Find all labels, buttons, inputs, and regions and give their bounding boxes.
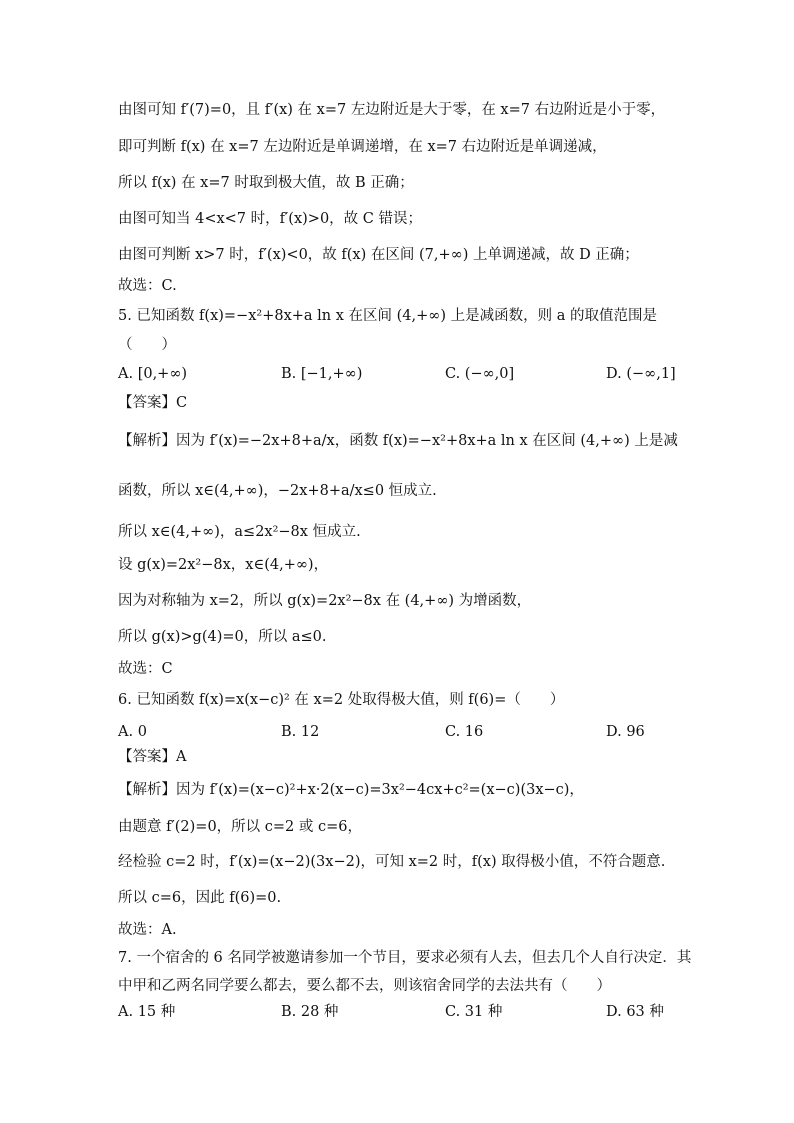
text-line: 故选：A.	[118, 922, 177, 938]
text-line: 由图可知当 4<x<7 时，f′(x)>0，故 C 错误；	[118, 211, 422, 227]
question-6-options	[118, 722, 698, 742]
answer-label: 【答案】C	[118, 395, 188, 411]
question-7-stem: 7. 一个宿舍的 6 名同学被邀请参加一个节目，要求必须有人去，但去几个人自行决定．其	[118, 950, 692, 966]
analysis-line: 所以 g(x)>g(4)=0，所以 a≤0.	[118, 629, 327, 645]
option-d: D. (−∞,1]	[606, 366, 676, 382]
option-a: A. [0,+∞)	[118, 366, 188, 382]
text-line: 故选：C	[118, 661, 173, 677]
question-5-options	[118, 364, 698, 384]
analysis-line: 【解析】因为 f′(x)=(x−c)²+x·2(x−c)=3x²−4cx+c²=(x−c)(3x−c)，	[118, 782, 584, 798]
option-b: B. [−1,+∞)	[281, 366, 363, 382]
option-a: A. 0	[118, 724, 147, 740]
question-5-stem: 5. 已知函数 f(x)=−x²+8x+a ln x 在区间 (4,+∞) 上是减函数，则 a 的取值范围是	[118, 308, 657, 324]
analysis-line: 经检验 c=2 时，f′(x)=(x−2)(3x−2)，可知 x=2 时，f(x) 取得极小值，不符合题意.	[118, 854, 666, 870]
answer-blank: （ ）	[118, 337, 176, 353]
question-6-stem: 6. 已知函数 f(x)=x(x−c)² 在 x=2 处取得极大值，则 f(6)=（ ）	[118, 692, 565, 708]
text-line: 由图可判断 x>7 时，f′(x)<0，故 f(x) 在区间 (7,+∞) 上单调递减，故 D 正确；	[118, 247, 639, 263]
analysis-line: 所以 x∈(4,+∞)，a≤2x²−8x 恒成立.	[118, 524, 361, 540]
analysis-line: 所以 c=6，因此 f(6)=0.	[118, 890, 282, 906]
option-c: C. 31 种	[445, 1004, 503, 1020]
question-7-options	[118, 1002, 698, 1022]
analysis-line: 因为对称轴为 x=2，所以 g(x)=2x²−8x 在 (4,+∞) 为增函数，	[118, 593, 532, 609]
option-d: D. 96	[606, 724, 645, 740]
option-c: C. 16	[445, 724, 484, 740]
option-a: A. 15 种	[118, 1004, 176, 1020]
text-line: 即可判断 f(x) 在 x=7 左边附近是单调递增，在 x=7 右边附近是单调递减，	[118, 139, 607, 155]
option-b: B. 28 种	[281, 1004, 339, 1020]
analysis-line: 函数，所以 x∈(4,+∞)，−2x+8+a/x≤0 恒成立.	[118, 483, 437, 499]
option-c: C. (−∞,0]	[445, 366, 515, 382]
text-line: 故选：C.	[118, 278, 177, 294]
question-7-stem: 中甲和乙两名同学要么都去，要么都不去，则该宿舍同学的去法共有（ ）	[118, 978, 611, 994]
analysis-line: 【解析】因为 f′(x)=−2x+8+a/x，函数 f(x)=−x²+8x+a ln x 在区间 (4,+∞) 上是减	[118, 433, 678, 449]
answer-label: 【答案】A	[118, 749, 187, 765]
analysis-line: 设 g(x)=2x²−8x，x∈(4,+∞)，	[118, 557, 329, 573]
text-line: 由图可知 f′(7)=0，且 f′(x) 在 x=7 左边附近是大于零，在 x=7 右边附近是小于零，	[118, 102, 666, 118]
option-b: B. 12	[281, 724, 320, 740]
option-d: D. 63 种	[606, 1004, 664, 1020]
analysis-line: 由题意 f′(2)=0，所以 c=2 或 c=6，	[118, 819, 362, 835]
text-line: 所以 f(x) 在 x=7 时取到极大值，故 B 正确；	[118, 175, 414, 191]
